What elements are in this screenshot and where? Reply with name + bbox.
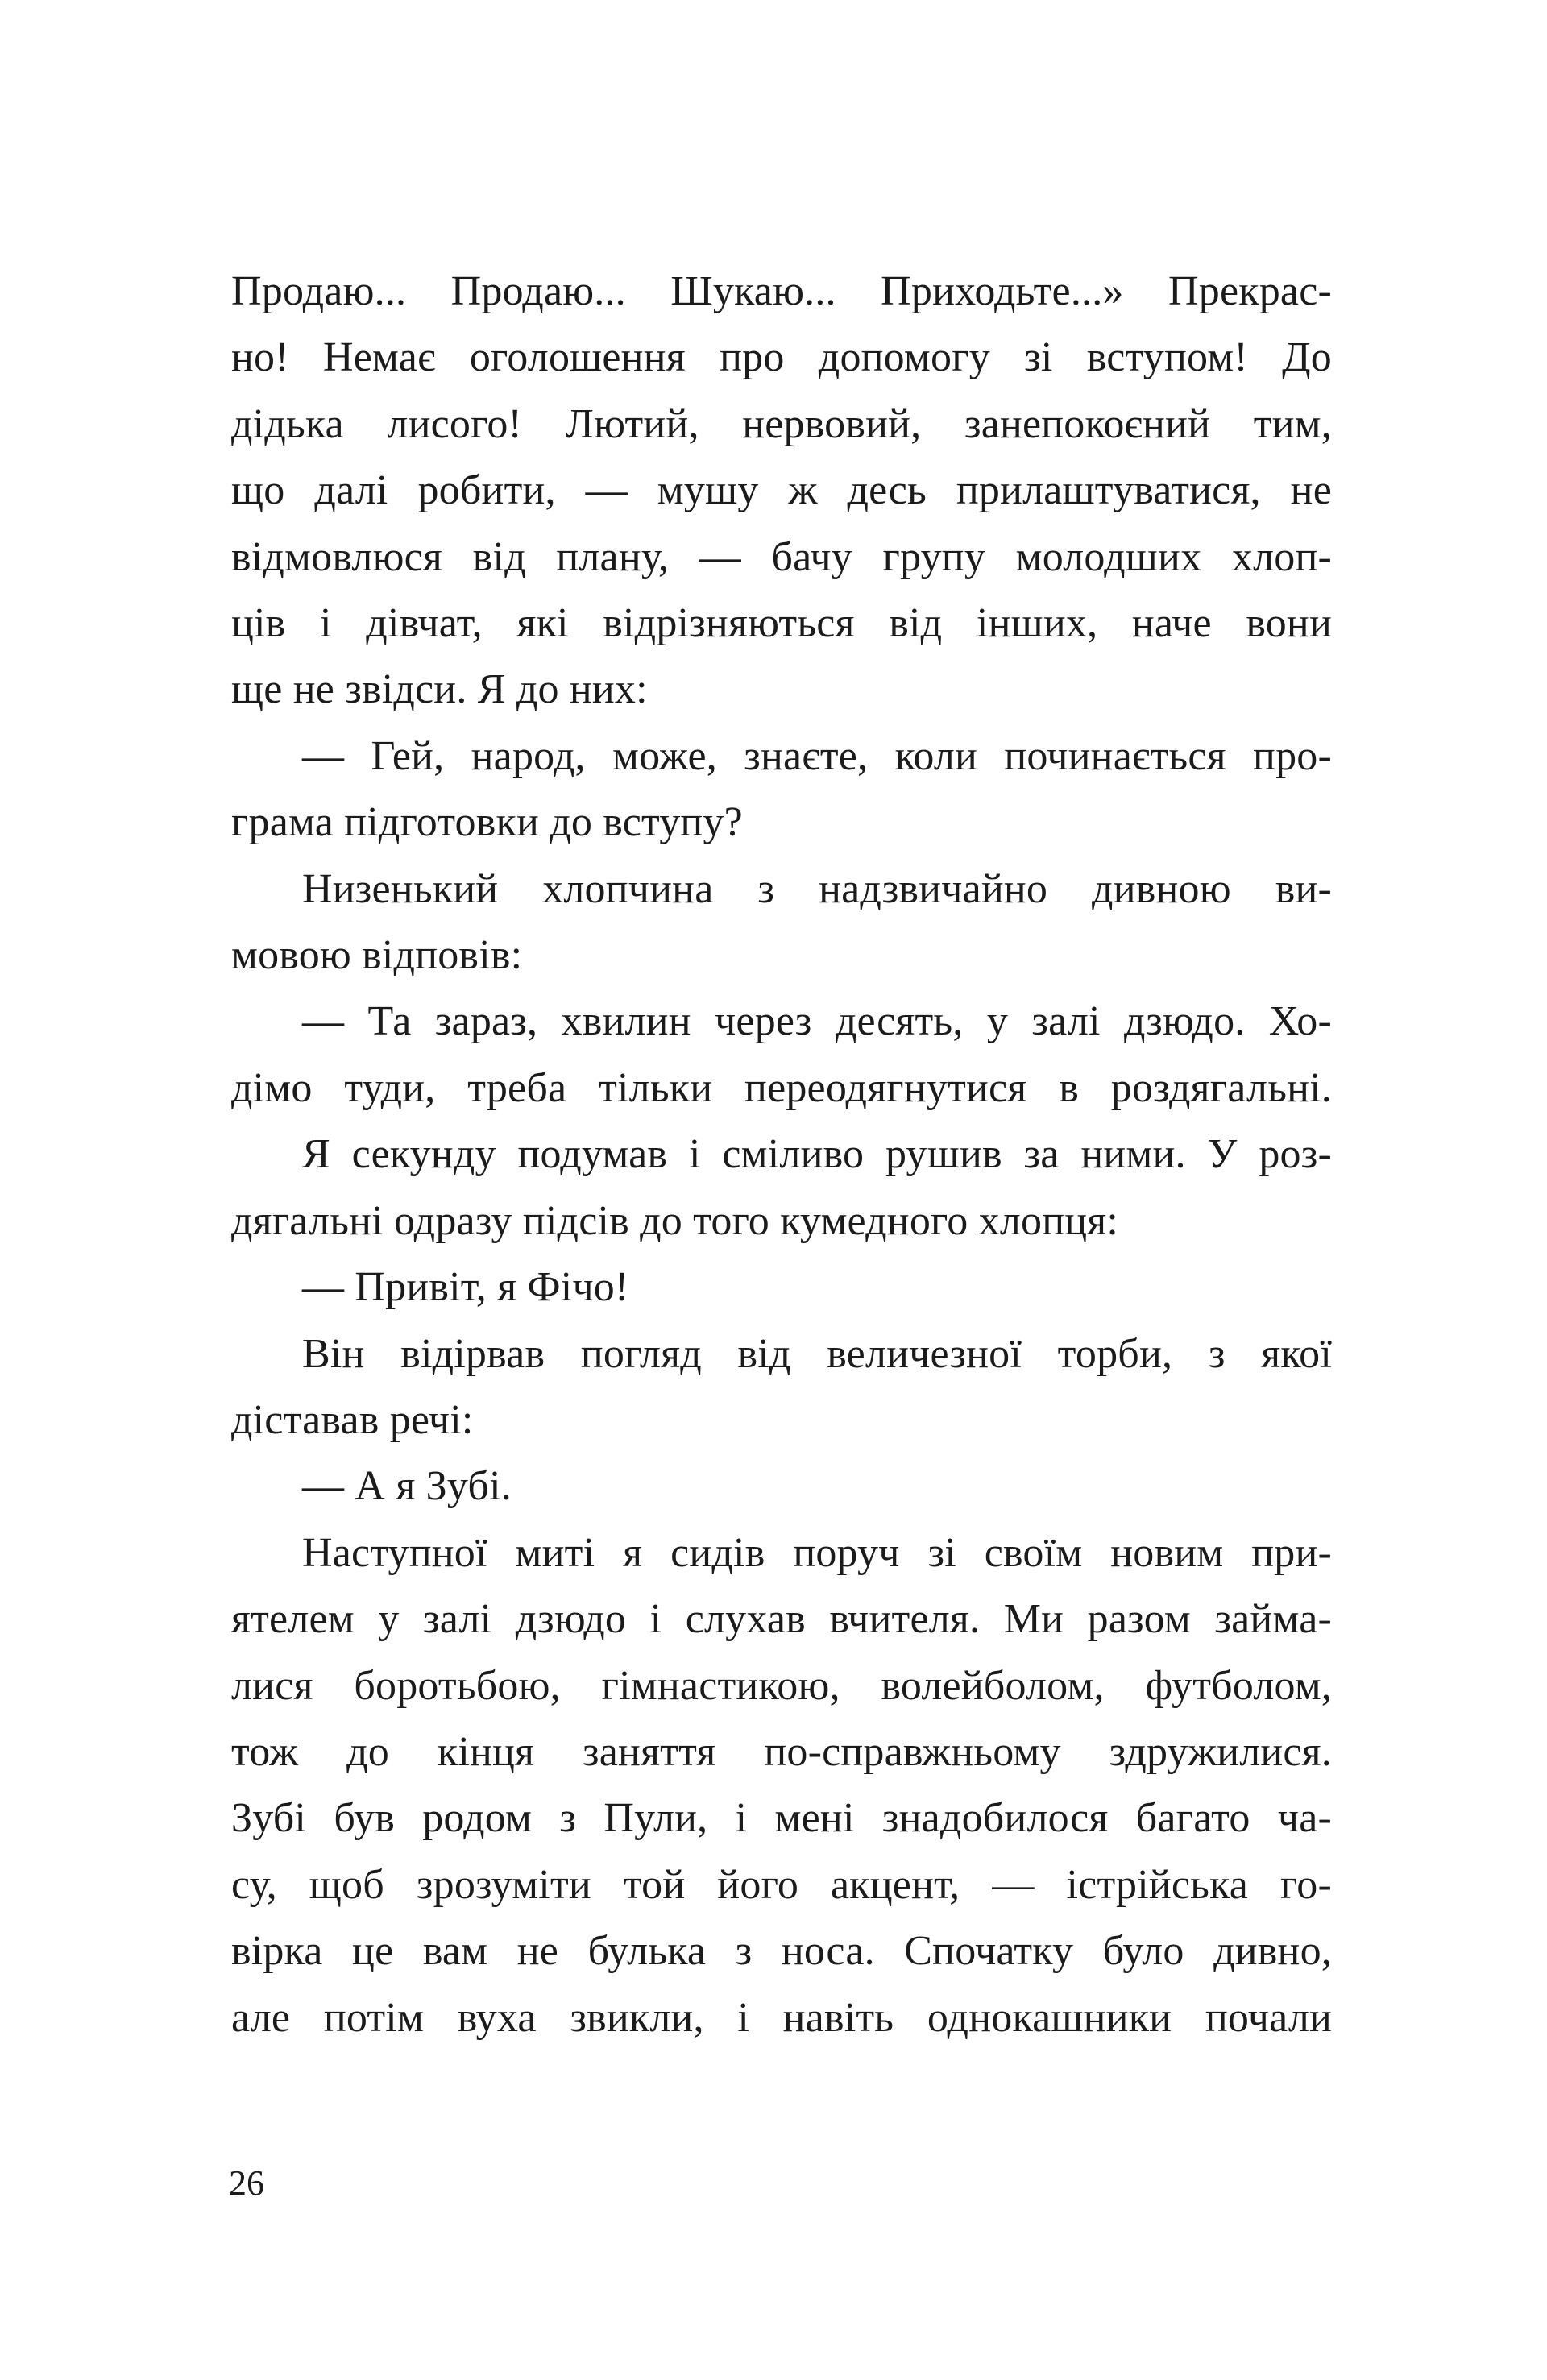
text-line: Я секунду подумав і сміливо рушив за ними. У роз- — [302, 1131, 1332, 1178]
text-line: Зубі був родом з Пули, і мені знадобилося багато ча- — [231, 1795, 1332, 1842]
text-line: лися боротьбою, гімнастикою, волейболом, футболом, — [231, 1662, 1332, 1709]
text-line: Він відірвав погляд від величезної торби, з якої — [302, 1330, 1332, 1377]
text-line: вірка це вам не булька з носа. Спочатку було дивно, — [231, 1928, 1332, 1975]
text-line: діставав речі: — [231, 1396, 474, 1443]
text-line: дягальні одразу підсів до того кумедного хлопця: — [231, 1197, 1119, 1244]
text-line: дідька лисого! Лютий, нервовий, занепокоєний тим, — [231, 400, 1332, 447]
page-number: 26 — [229, 2163, 264, 2203]
text-line: ятелем у залі дзюдо і слухав вчителя. Ми разом займа- — [231, 1596, 1332, 1643]
text-line: мовою відповів: — [231, 932, 523, 979]
text-line: — Гей, народ, може, знаєте, коли починається про- — [302, 732, 1332, 779]
text-line: тож до кінця заняття по-справжньому здружилися. — [231, 1728, 1332, 1775]
text-line: — Та зараз, хвилин через десять, у залі дзюдо. Хо- — [302, 998, 1332, 1045]
text-line: но! Немає оголошення про допомогу зі вступом! До — [231, 334, 1332, 381]
text-line: Низенький хлопчина з надзвичайно дивною ви- — [302, 865, 1332, 912]
text-line: — Привіт, я Фічо! — [302, 1264, 629, 1311]
text-block — [231, 259, 1332, 2051]
text-line: відмовлюся від плану, — бачу групу молодших хлоп- — [231, 533, 1332, 580]
text-line: ців і дівчат, які відрізняються від інших, наче вони — [231, 600, 1332, 647]
text-line: Продаю... Продаю... Шукаю... Приходьте...» Прекрас- — [231, 268, 1332, 314]
text-line: су, щоб зрозуміти той його акцент, — істрійська го- — [231, 1861, 1332, 1908]
text-line: але потім вуха звикли, і навіть однокашники почали — [231, 1994, 1332, 2041]
text-line: грама підготовки до вступу? — [231, 799, 743, 846]
text-line: Наступної миті я сидів поруч зі своїм новим при- — [302, 1529, 1332, 1576]
text-line: ще не звідси. Я до них: — [231, 666, 648, 713]
text-line: що далі робити, — мушу ж десь прилаштуватися, не — [231, 467, 1332, 514]
text-line: дімо туди, треба тільки переодягнутися в роздягальні. — [231, 1064, 1332, 1111]
text-line: — А я Зубі. — [302, 1463, 512, 1510]
